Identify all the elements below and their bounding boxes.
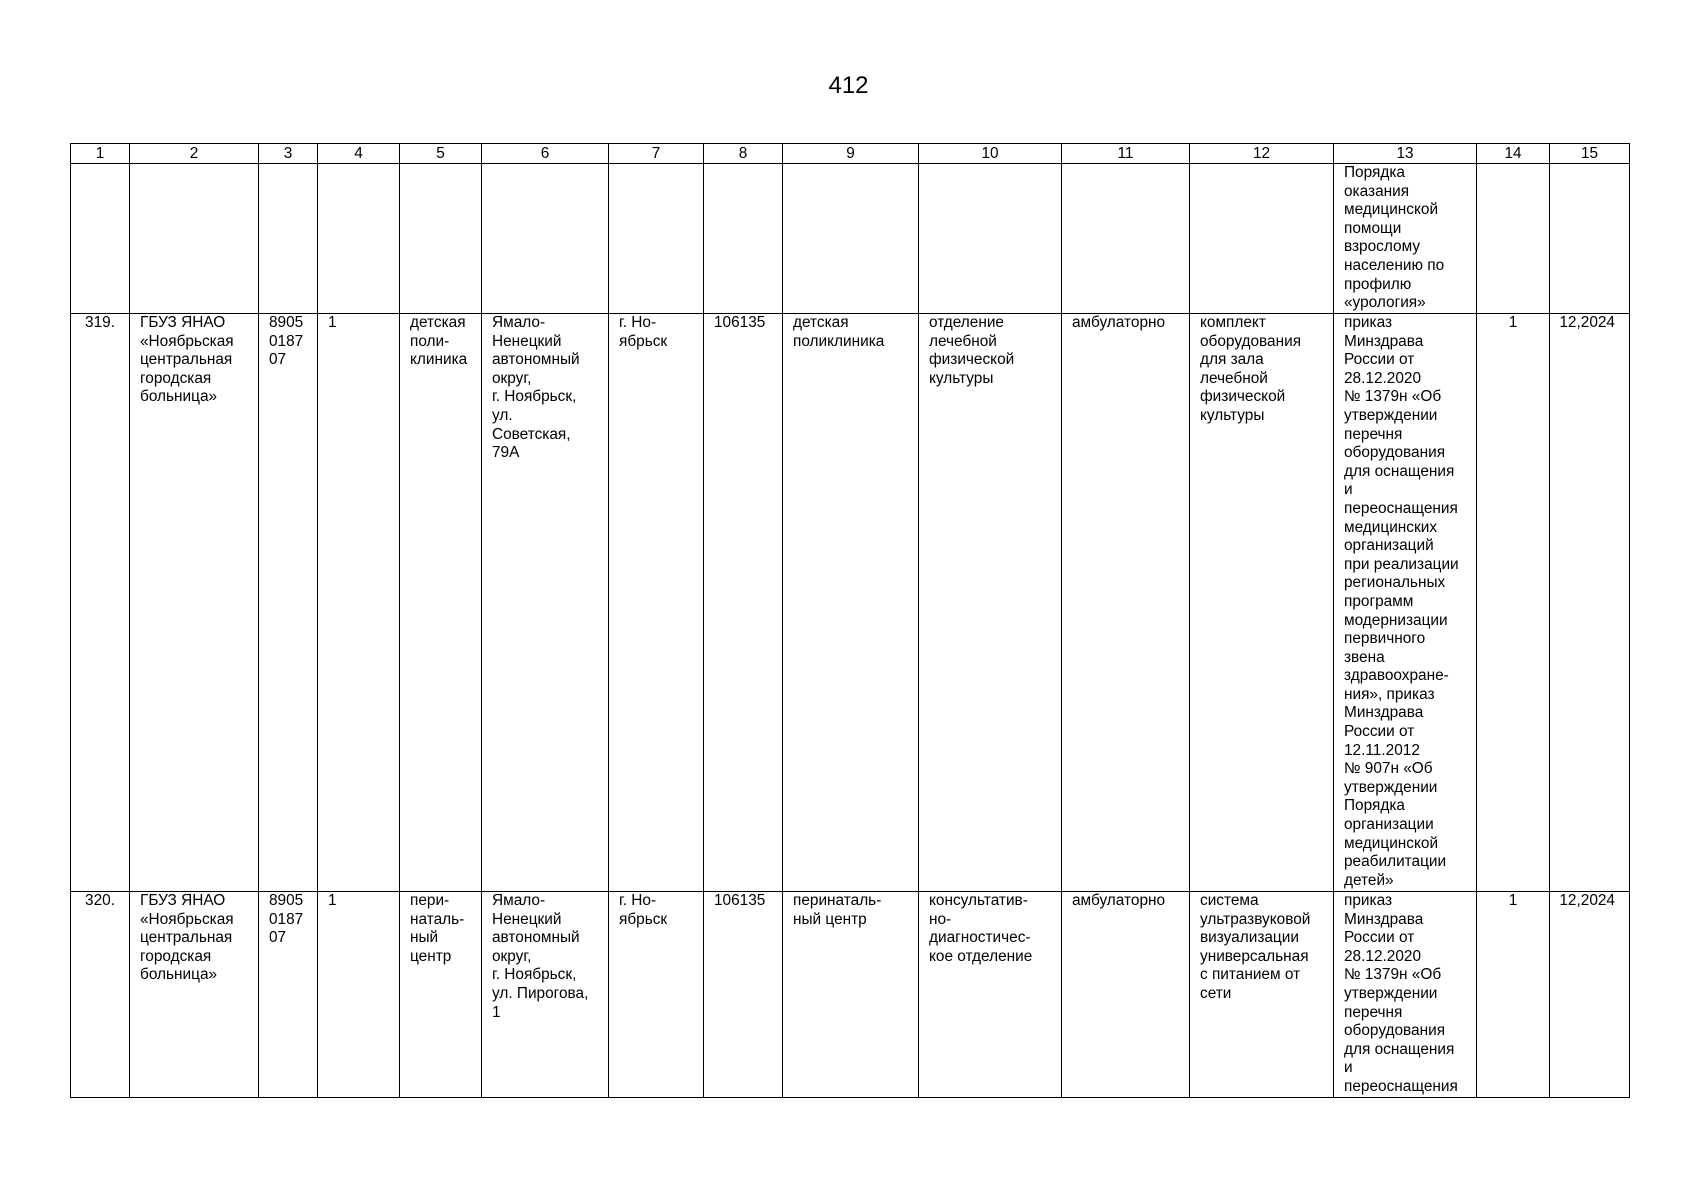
column-header: 2: [130, 144, 259, 164]
column-header: 3: [259, 144, 318, 164]
department-cell: отделение лечебной физической культуры: [929, 314, 1015, 387]
regulation-cell: Порядка оказания медицинской помощи взрослому населению по профилю «урология»: [1344, 164, 1445, 312]
row-number-cell: 319.: [85, 314, 115, 331]
date-cell: 12,2024: [1559, 892, 1615, 909]
count-cell: 1: [328, 892, 337, 909]
facility-type-cell: пери- наталь- ный центр: [410, 892, 465, 965]
row-number-cell: 320.: [85, 892, 115, 909]
code-cell: 8905 0187 07: [269, 892, 304, 947]
care-mode-cell: амбулаторно: [1072, 892, 1166, 909]
date-cell: 12,2024: [1559, 314, 1615, 331]
page-number: 412: [828, 72, 869, 99]
table-row-320: [71, 892, 1630, 1098]
organization-cell: ГБУЗ ЯНАО «Ноябрьская центральная городская больница»: [140, 314, 234, 406]
column-header: 12: [1190, 144, 1334, 164]
column-header: 13: [1334, 144, 1477, 164]
column-header: 9: [783, 144, 919, 164]
organization-cell: ГБУЗ ЯНАО «Ноябрьская центральная городская больница»: [140, 892, 234, 984]
subdivision-cell: детская поликлиника: [793, 314, 885, 350]
department-cell: консультатив- но- диагностичес- кое отделение: [929, 892, 1033, 965]
okato-cell: 106135: [714, 314, 766, 331]
facility-type-cell: детская поли- клиника: [410, 314, 468, 369]
column-header: 4: [318, 144, 400, 164]
column-header: 10: [919, 144, 1062, 164]
column-header: 6: [482, 144, 609, 164]
equipment-cell: система ультразвуковой визуализации универсальная с питанием от сети: [1200, 892, 1311, 1002]
subdivision-cell: перинаталь- ный центр: [793, 892, 882, 928]
address-cell: Ямало- Ненецкий автономный округ, г. Ноябрьск, ул. Советская, 79А: [492, 314, 580, 462]
address-cell: Ямало- Ненецкий автономный округ, г. Ноябрьск, ул. Пирогова, 1: [492, 892, 589, 1021]
okato-cell: 106135: [714, 892, 766, 909]
column-header: 7: [609, 144, 704, 164]
table-row-continuation: [71, 164, 1630, 314]
table-row-319: [71, 314, 1630, 892]
column-header: 5: [400, 144, 482, 164]
care-mode-cell: амбулаторно: [1072, 314, 1166, 331]
equipment-table: [70, 143, 1630, 1098]
column-header: 11: [1062, 144, 1190, 164]
column-header: 8: [704, 144, 783, 164]
quantity-cell: 1: [1508, 314, 1518, 331]
column-header: 14: [1477, 144, 1550, 164]
equipment-cell: комплект оборудования для зала лечебной физической культуры: [1200, 314, 1302, 424]
regulation-cell: приказ Минздрава России от 28.12.2020 № 1379н «Об утверждении перечня оборудования для оснащения и переоснащения медицинских организаций при реализации региональных программ модернизации первичного звена здравоохране- ния», приказ Минздрава России от 12.11.2012 № 907н «Об утверждении Порядка организации медицинской реабилитации детей»: [1344, 314, 1459, 889]
regulation-cell: приказ Минздрава России от 28.12.2020 № 1379н «Об утверждении перечня оборудования для оснащения и переоснащения: [1344, 892, 1458, 1095]
column-header: 15: [1550, 144, 1630, 164]
code-cell: 8905 0187 07: [269, 314, 304, 369]
count-cell: 1: [328, 314, 337, 331]
city-cell: г. Но- ябрьск: [619, 314, 668, 350]
city-cell: г. Но- ябрьск: [619, 892, 668, 928]
quantity-cell: 1: [1508, 892, 1518, 909]
column-number-header-row: [71, 144, 1630, 164]
column-header: 1: [71, 144, 130, 164]
